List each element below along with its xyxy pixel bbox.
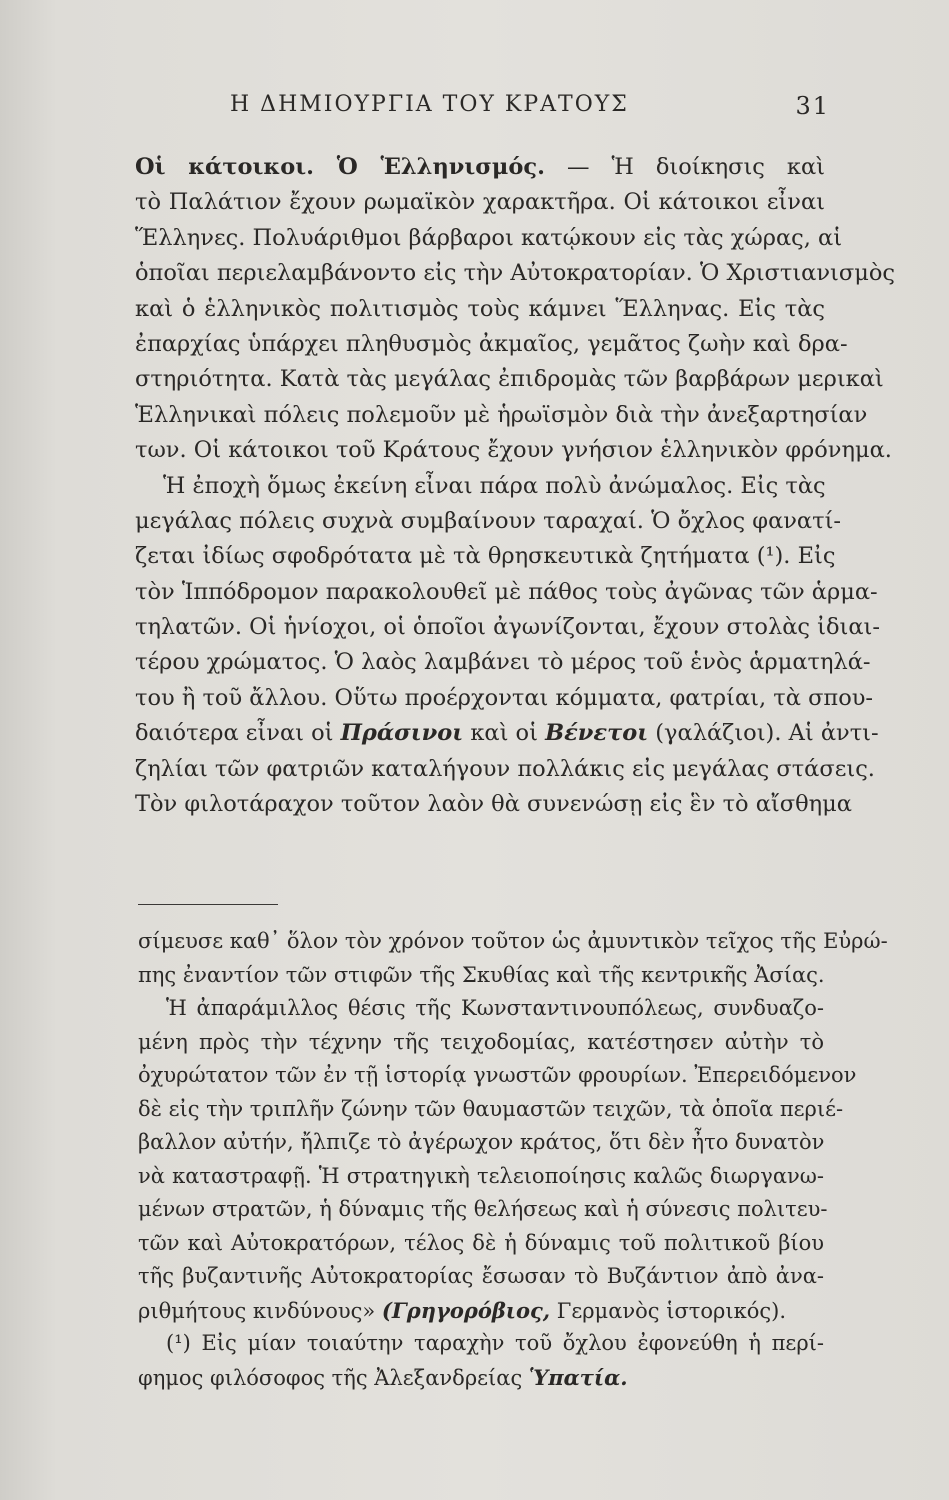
section-heading: Οἱ κάτοικοι. Ὁ Ἑλληνισμός. [135,154,545,180]
text-line: καὶ ὁ ἑλληνικὸς πολιτισμὸς τοὺς κάμνει Ἕλληνας. Εἰς τὰς [135,295,825,322]
text-line: Ἑλληνικαὶ πόλεις πολεμοῦν μὲ ἡρωϊσμὸν διὰ τὴν ἀνεξαρτησίαν [135,401,868,428]
footnote-line: σίμευσε καθ᾽ ὅλον τὸν χρόνον τοῦτον ὡς ἀμυντικὸν τεῖχος τῆς Εὐρώ- [138,929,888,953]
text-line: ζεται ἰδίως σφοδρότατα μὲ τὰ θρησκευτικὰ ζητήματα (¹). Εἰς [135,543,836,570]
text-line [135,150,825,185]
footnote-rule [138,904,278,905]
text-line: τὸ Παλάτιον ἔχουν ρωμαϊκὸν χαρακτῆρα. Οἱ κάτοικοι εἶναι [135,189,825,216]
footnote-line: ὀχυρώτατον τῶν ἐν τῇ ἱστορίᾳ γνωστῶν φρουρίων. Ἐπερειδόμενον [138,1063,857,1087]
text-span: — Ἡ διοίκησις καὶ [566,154,825,180]
footnote-line [138,1361,824,1395]
running-title: Η ΔΗΜΙΟΥΡΓΙΑ ΤΟΥ ΚΡΑΤΟΥΣ [230,92,629,117]
footnote-line: μένη πρὸς τὴν τέχνην τῆς τειχοδομίας, κατέστησεν αὐτὴν τὸ [138,1029,824,1054]
text-line: τηλατῶν. Οἱ ἡνίοχοι, οἱ ὁποῖοι ἀγωνίζονται, ἔχουν στολὰς ἰδιαι- [135,614,880,641]
text-line: τέρου χρώματος. Ὁ λαὸς λαμβάνει τὸ μέρος τοῦ ἑνὸς ἁρματηλά- [135,649,871,676]
text-line: ἐπαρχίας ὑπάρχει πληθυσμὸς ἀκμαῖος, γεμᾶτος ζωὴν καὶ δρα- [135,330,848,357]
footnote-line: Ἡ ἀπαράμιλλος θέσις τῆς Κωνσταντινουπόλεως, συνδυαζο- [166,996,824,1020]
text-line: τὸν Ἱππόδρομον παρακολουθεῖ μὲ πάθος τοὺς ἀγῶνας τῶν ἁρμα- [135,578,878,605]
text-line: Ἡ ἐποχὴ ὅμως ἐκείνη εἶναι πάρα πολὺ ἀνώμαλος. Εἰς τὰς [163,472,826,499]
footnotes [138,925,888,1394]
hypatia-name: Ὑπατία. [528,1364,628,1390]
text-line [135,716,879,751]
text-line: στηριότητα. Κατὰ τὰς μεγάλας ἐπιδρομὰς τῶν βαρβάρων μερικαὶ [135,366,884,393]
footnote-line: τῶν καὶ Αὐτοκρατόρων, τέλος δὲ ἡ δύναμις τοῦ πολιτικοῦ βίου [138,1230,824,1255]
text-line: ὁποῖαι περιελαμβάνοντο εἰς τὴν Αὐτοκρατορίαν. Ὁ Χριστιανισμὸς [135,260,895,287]
text-line: Ἕλληνες. Πολυάριθμοι βάρβαροι κατῴκουν εἰς τὰς χώρας, αἱ [135,224,843,251]
running-header [150,92,830,124]
text-span: ριθμήτους κινδύνους» [138,1298,376,1323]
text-span: Γερμανὸς ἱστορικός). [556,1298,787,1323]
text-line: του ἢ τοῦ ἄλλου. Οὕτω προέρχονται κόμματα, φατρίαι, τὰ σπου- [135,684,874,711]
text-span: (γαλάζιοι). Αἱ ἀντι- [655,720,879,747]
party-green: Πράσινοι [340,720,464,747]
main-text [135,150,895,822]
footnote-line: βαλλον αὐτήν, ἤλπιζε τὸ ἀγέρωχον κράτος, ὅτι δὲν ἦτο δυνατὸν [138,1130,825,1154]
quote-author: (Γρηγορόβιος, [381,1297,551,1323]
footnote-line: τῆς βυζαντινῆς Αὐτοκρατορίας ἔσωσαν τὸ Βυζάντιον ἀπὸ ἀνα- [138,1264,824,1288]
party-blue: Βένετοι [545,720,649,747]
footnote-line: πης ἐναντίον τῶν στιφῶν τῆς Σκυθίας καὶ τῆς κεντρικῆς Ἀσίας. [138,962,825,987]
text-line: ζηλίαι τῶν φατριῶν καταλήγουν πολλάκις εἰς μεγάλας στάσεις. [135,755,875,782]
text-span: φημος φιλόσοφος τῆς Ἀλεξανδρείας [138,1365,523,1390]
text-line: Τὸν φιλοτάραχον τοῦτον λαὸν θὰ συνενώσῃ εἰς ἓν τὸ αἴσθημα [135,791,852,818]
page-number: 31 [795,92,830,120]
text-line: μεγάλας πόλεις συχνὰ συμβαίνουν ταραχαί. Ὁ ὄχλος φανατί- [135,507,842,534]
footnote-line: μένων στρατῶν, ἡ δύναμις τῆς θελήσεως καὶ ἡ σύνεσις πολιτευ- [138,1197,828,1221]
footnote-line: (¹) Εἰς μίαν τοιαύτην ταραχὴν τοῦ ὄχλου ἐφονεύθη ἡ περί- [166,1331,824,1355]
footnote-line: δὲ εἰς τὴν τριπλῆν ζώνην τῶν θαυμαστῶν τειχῶν, τὰ ὁποῖα περιέ- [138,1096,844,1121]
footnote-line: νὰ καταστραφῇ. Ἡ στρατηγικὴ τελειοποίησις καλῶς διωργανω- [138,1163,824,1188]
text-span: καὶ οἱ [470,720,538,747]
text-span: δαιότερα εἶναι οἱ [135,720,334,747]
text-line: των. Οἱ κάτοικοι τοῦ Κράτους ἔχουν γνήσιον ἑλληνικὸν φρόνημα. [135,437,892,464]
footnote-line [138,1294,824,1328]
